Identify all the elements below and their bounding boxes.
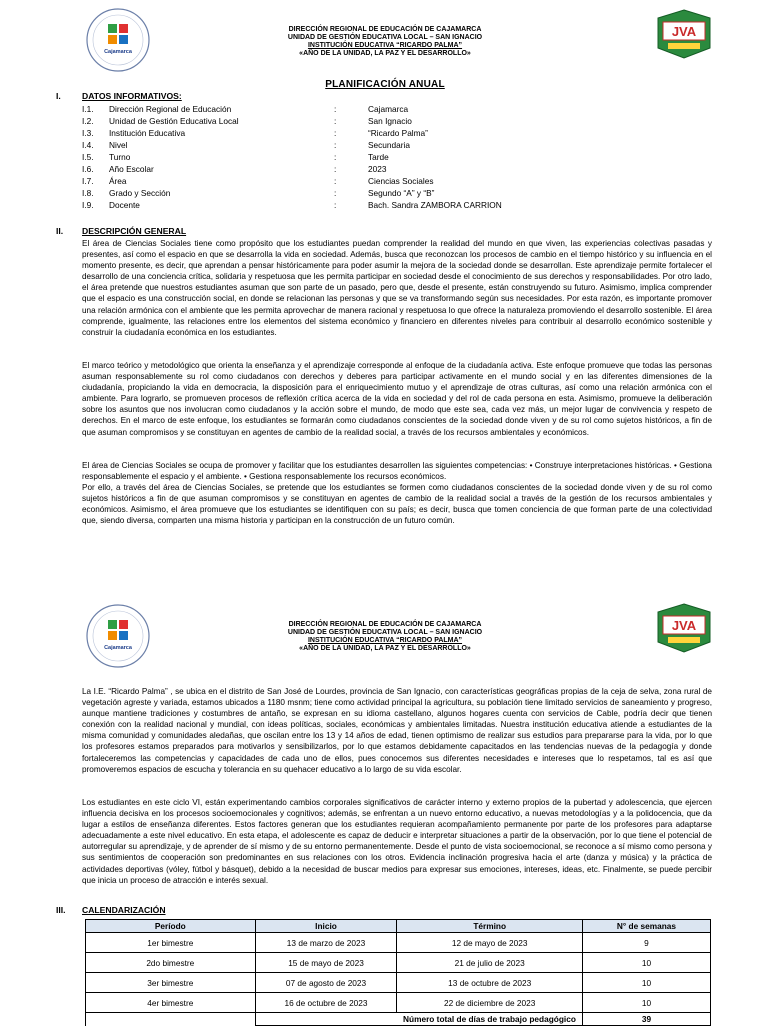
table-row [86,973,711,993]
info-label: Institución Educativa [109,128,186,138]
period-cell: 3er bimestre [86,973,256,993]
end-cell: 21 de julio de 2023 [397,953,582,973]
info-value: “Ricardo Palma” [368,128,428,138]
calendar-table [85,919,711,1026]
info-colon: : [334,116,337,126]
end-cell: 12 de mayo de 2023 [397,933,582,953]
info-row [82,127,622,139]
column-header: Inicio [255,920,397,933]
logo-left-label: Cajamarca [104,645,132,651]
info-value: Secundaria [368,140,410,150]
info-label: Turno [109,152,131,162]
info-label: Nivel [109,140,128,150]
start-cell: 16 de octubre de 2023 [255,993,397,1013]
start-cell: 07 de agosto de 2023 [255,973,397,993]
jva-logo [656,8,712,60]
weeks-cell: 10 [582,953,710,973]
info-number: I.7. [82,176,94,186]
logo-left-label: Cajamarca [104,49,132,55]
letterhead-line-1: DIRECCIÓN REGIONAL DE EDUCACIÓN DE CAJAMARCA [288,621,482,628]
column-header: Período [86,920,256,933]
letterhead-line-2: UNIDAD DE GESTIÓN EDUCATIVA LOCAL – SAN IGNACIO [287,629,483,636]
weeks-cell: 9 [582,933,710,953]
end-cell: 22 de diciembre de 2023 [397,993,582,1013]
info-colon: : [334,164,337,174]
drec-cajamarca-logo [86,8,150,72]
section-title: DATOS INFORMATIVOS: [82,91,182,101]
info-label: Año Escolar [109,164,154,174]
letterhead [220,621,550,653]
period-cell: 4er bimestre [86,993,256,1013]
info-number: I.3. [82,128,94,138]
start-cell: 13 de marzo de 2023 [255,933,397,953]
info-row [82,175,622,187]
info-value: Cajamarca [368,104,409,114]
context-paragraph: La I.E. “Ricardo Palma” , se ubica en el distrito de San José de Lourdes, provincia de San Ignacio, con características geográficas propias de la ceja de selva, zona rural de vegetación agreste y variada, estamos ubicados a 1180 msnm; tiene como actividad principal la agricultura, su población tiene limitado servicios de saneamiento y progreso, aunque mantiene tradiciones y costumbres de antaño, se expresan en su idioma castellano, algunos hogares cuenta con servicios de Cable, podría decir que tienen conexión con la realidad nacional y mundial, con ideas políticas, sociales, económicas y ambientales limitadas. Nuestra institución educativa atiende a estudiantes de la misma comunidad y comunidades aledañas, que oscilan entre los 13 y 14 años de edad, tienen optimismo de realizar sus estudios para prepararse para la vida, por lo que los profesores estamos preparados para motivarlos y sensibilizarlos, por lo que estamos debidamente capacitados en las tendencias nuevas de la pedagogía y donde fortaleceremos las competencias y capacidades de cada uno de ellos, pues conocemos sus diferentes necesidades e intereses que lo respetamos, tal es así que promoveremos espacios de escucha y tolerancia en su quehacer educativo a lo largo de su vida escolar. [82,687,712,774]
info-number: I.2. [82,116,94,126]
total-label: Número total de días de trabajo pedagógico [255,1013,582,1026]
column-header: N° de semanas [582,920,710,933]
description-paragraph: El área de Ciencias Sociales tiene como propósito que los estudiantes puedan comprender la realidad del mundo en que viven, las experiencias colectivas pasadas y presentes, así como el espacio en que se desarrolla la vida en sociedad. Además, busca que reconozcan los procesos de cambio en el tiempo histórico y su influencia en el momento presente, es decir, que aprendan a pensar históricamente para poder asumir la mejora de la sociedad donde se desarrollan. Este aprendizaje permite fortalecer el desarrollo de una conciencia crítica, solidaria y respetuosa que les permita participar en sociedad desde el conocimiento de sus derechos y responsabilidades. Por otro lado, el área pretende que nuestros estudiantes asuman que son parte de un pasado, pero que, desde el presente, están construyendo su futuro. Asimismo, implica comprender que el espacio es una construcción social, en donde se relacionan las personas y que se va transformando según sus necesidades. Por esta razón, es importante promover una relación armónica con el ambiente que les permita aprovechar de manera racional y respetuosa lo que ofrece la naturaleza promoviendo el desarrollo sostenible. El área comprende, igualmente, las relaciones entre los elementos del sistema económico y financiero en diferentes niveles para contribuir al desarrollo económico sostenible y construir la ciudadanía económica en los estudiantes. [82,239,712,337]
letterhead-line-2: UNIDAD DE GESTIÓN EDUCATIVA LOCAL – SAN IGNACIO [287,34,483,41]
section-title: CALENDARIZACIÓN [82,905,166,915]
info-colon: : [334,140,337,150]
start-cell: 15 de mayo de 2023 [255,953,397,973]
period-cell: 1er bimestre [86,933,256,953]
info-value: San Ignacio [368,116,412,126]
description-paragraph: El área de Ciencias Sociales se ocupa de promover y facilitar que los estudiantes desarrollen las siguientes competencias: • Construye interpretaciones históricas. • Gestiona responsablemente el espacio y el ambiente. • Gestiona responsablemente los recursos económicos. [82,461,712,482]
info-number: I.5. [82,152,94,162]
page-gap [0,552,768,596]
document-title: PLANIFICACIÓN ANUAL [325,79,445,90]
section-number: III. [56,905,66,915]
end-cell: 13 de octubre de 2023 [397,973,582,993]
table-header-row [86,920,711,933]
info-label: Área [109,176,127,186]
drec-cajamarca-logo [86,604,150,668]
info-row [82,151,622,163]
letterhead-line-4: «AÑO DE LA UNIDAD, LA PAZ Y EL DESARROLLO» [299,50,471,57]
logo-right-label: JVA [671,24,697,39]
info-row [82,115,622,127]
description-paragraph: Por ello, a través del área de Ciencias Sociales, se pretende que los estudiantes se formen como ciudadanos conscientes de la sociedad donde viven y de su rol como sujetos históricos a fin de que asuman compromisos y se constituyan en agentes de cambio de la realidad social a través de la gestión de los recursos ambientales y económicos. Asimismo, el área promueve que los estudiantes se identifiquen con su país; es decir, busca que tomen conciencia de que forman parte de una colectividad que, siendo diversa, comparten una misma historia y participan en la construcción de un futuro común. [82,483,712,526]
info-colon: : [334,188,337,198]
info-number: I.9. [82,200,94,210]
info-value: Segundo “A” y “B” [368,188,435,198]
letterhead-line-3: INSTITUCIÓN EDUCATIVA “RICARDO PALMA” [307,637,463,644]
info-row [82,163,622,175]
info-number: I.8. [82,188,94,198]
info-label: Dirección Regional de Educación [109,104,232,114]
letterhead-line-1: DIRECCIÓN REGIONAL DE EDUCACIÓN DE CAJAMARCA [288,26,482,33]
info-number: I.1. [82,104,94,114]
logo-right-label: JVA [671,618,697,633]
info-number: I.6. [82,164,94,174]
table-row [86,993,711,1013]
info-value: Bach. Sandra ZAMBORA CARRION [368,200,502,210]
info-colon: : [334,176,337,186]
info-colon: : [334,200,337,210]
weeks-cell: 10 [582,973,710,993]
section-number: II. [56,226,64,236]
info-row [82,187,622,199]
info-row [82,199,622,211]
info-colon: : [334,152,337,162]
period-cell: 2do bimestre [86,953,256,973]
column-header: Término [397,920,582,933]
section-number: I. [56,91,61,101]
info-value: Tarde [368,152,389,162]
letterhead [220,26,550,58]
letterhead-line-4: «AÑO DE LA UNIDAD, LA PAZ Y EL DESARROLLO» [299,645,471,652]
section-title: DESCRIPCIÓN GENERAL [82,226,187,236]
info-colon: : [334,104,337,114]
info-row [82,139,622,151]
info-value: Ciencias Sociales [368,176,434,186]
letterhead-line-3: INSTITUCIÓN EDUCATIVA “RICARDO PALMA” [307,42,463,49]
table-row [86,953,711,973]
weeks-cell: 10 [582,993,710,1013]
info-colon: : [334,128,337,138]
description-paragraph: El marco teórico y metodológico que orienta la enseñanza y el aprendizaje corresponde al enfoque de la ciudadanía activa. Este enfoque promueve que todas las personas asuman responsablemente su rol como ciudadanos con derechos y deberes para participar activamente en el mundo social y en las diferentes dimensiones de la ciudadanía, propiciando la vida en democracia, la disposición para el enriquecimiento mutuo y el aprendizaje de otras culturas, así como una relación armónica con el ambiente. Para lograrlo, se promueven procesos de reflexión crítica acerca de la vida en sociedad y del rol de cada persona en esta. Asimismo, promueve la deliberación sobre los asuntos que nos involucran como ciudadanos y la acción sobre el mundo, de modo que este sea, cada vez más, un mejor lugar de convivencia y respeto de derechos. En el marco de este enfoque, los estudiantes se formarán como ciudadanos conscientes de la sociedad donde viven y de su rol como sujetos históricos, a fin de que asuman compromisos y se constituyan en agentes de cambio de la realidad social, a través de los recursos ambientales y económicos. [82,361,712,437]
info-value: 2023 [368,164,387,174]
info-number: I.4. [82,140,94,150]
info-label: Docente [109,200,140,210]
info-row [82,103,622,115]
jva-logo [656,602,712,654]
table-row [86,933,711,953]
info-label: Unidad de Gestión Educativa Local [109,116,239,126]
info-label: Grado y Sección [109,188,171,198]
total-value: 39 [582,1013,710,1026]
context-paragraph: Los estudiantes en este ciclo VI, están experimentando cambios corporales significativos de carácter interno y externo propios de la pubertad y adolescencia, que ejercen influencia decisiva en los procesos socioemocionales y cognitivos; además, se enfrentan a un nuevo entorno educativo, a nuevas metodologías y a la polidocencia, que da lugar a estilos de enseñanza diferentes. Estos factores generan que los estudiantes requieran acompañamiento permanente por parte de los profesores para adaptarse adecuadamente a este nivel educativo. En esta etapa, el adolescente es capaz de deducir e interpretar situaciones a partir de la observación, por lo que tiene el potencial de autorregular su aprendizaje, y de aprender de sí mismo y de su entorno permanentemente. Desde el punto de vista socioemocional, se reconoce a sí mismo como persona y sus sentimientos de cooperación son predominantes en sus relaciones con los otros. Evidencia inclinación progresiva hacia el arte (danza y música) y la práctica de actividades deportivas (vóley, fútbol y básquet), debido a la necesidad de buscar medios para expresar sus emociones, intereses, ideas, etc. Finalmente, se puede percibir que inicia un proceso de atracción e interés sexual. [82,798,712,885]
